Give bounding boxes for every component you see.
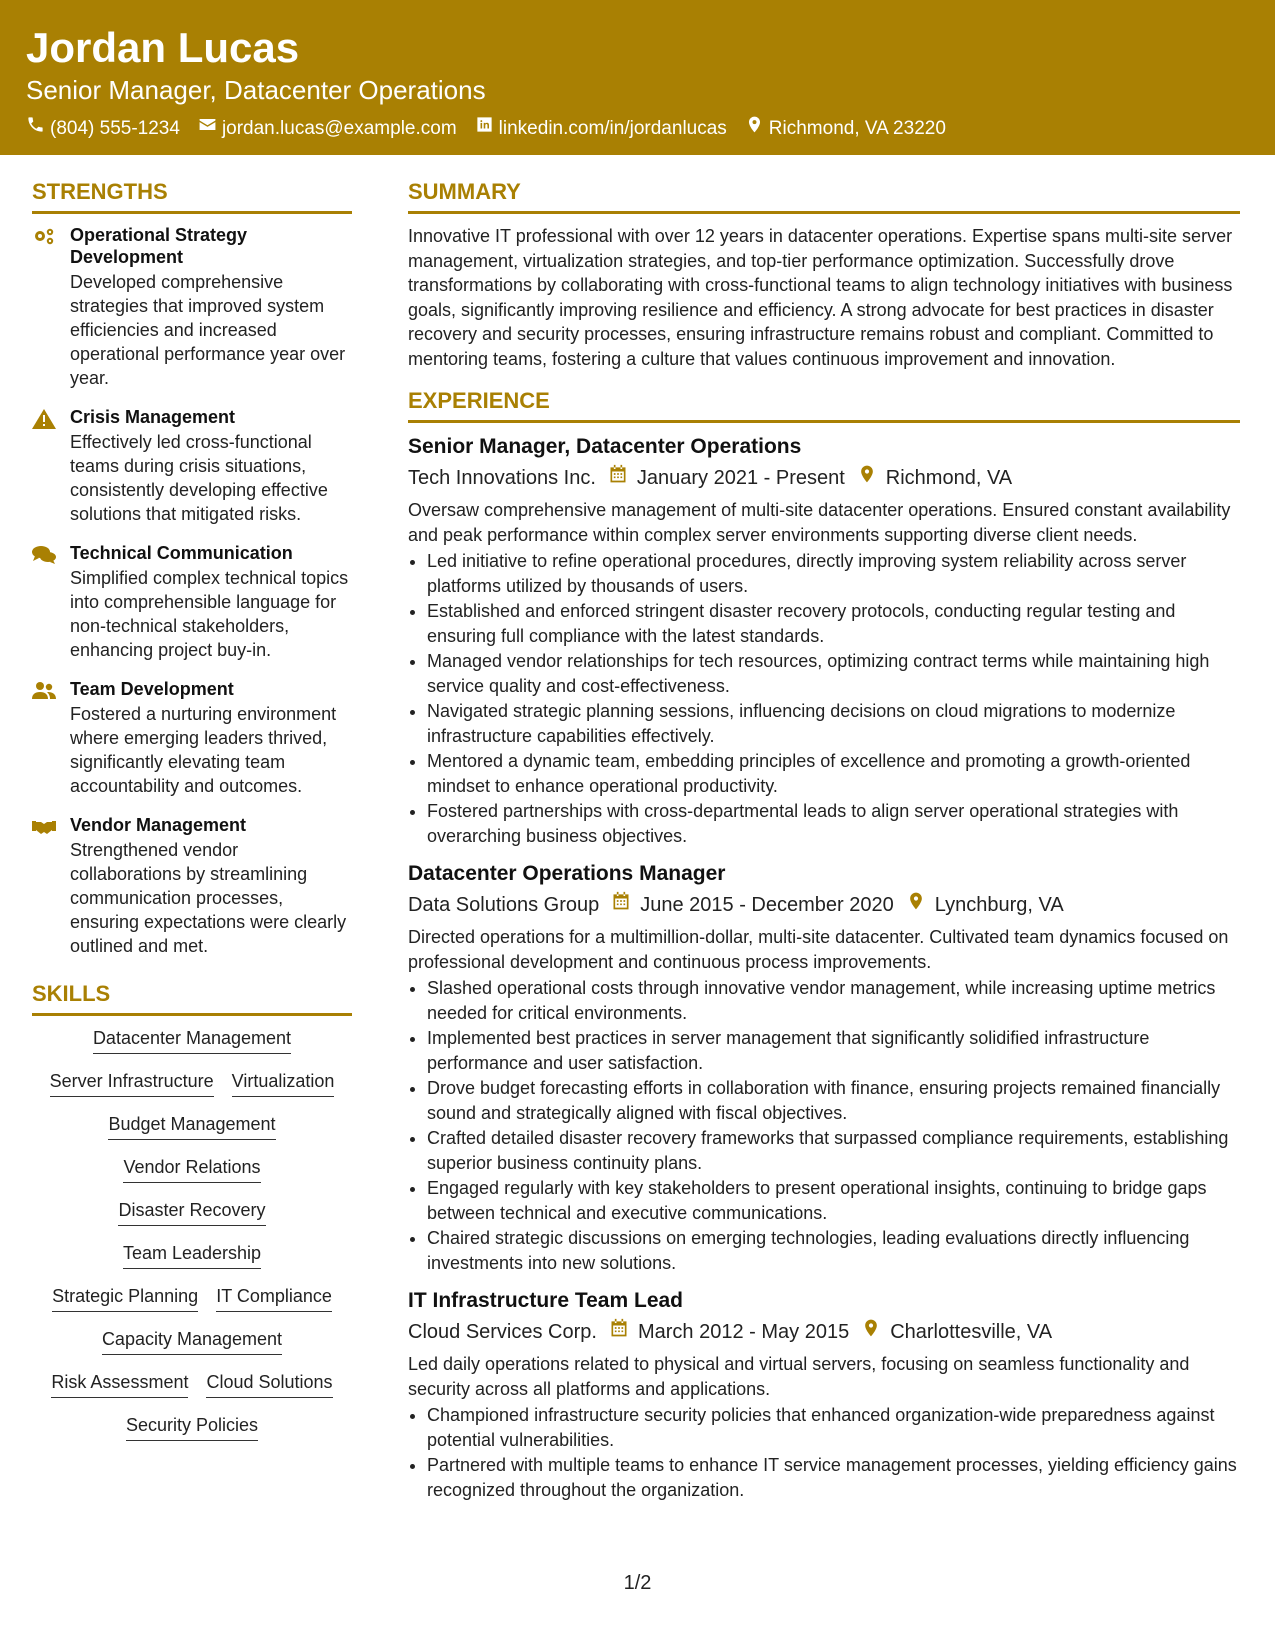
envelope-icon (198, 115, 217, 142)
strength-item (32, 814, 352, 958)
map-pin-icon (745, 115, 764, 142)
calendar-icon (596, 464, 637, 492)
skills-row (32, 1155, 352, 1183)
left-column (32, 178, 352, 1441)
list-item: • Championed infrastructure security policies that enhanced organization-wide preparedness against potential vulnerabilities. (427, 1403, 1240, 1452)
list-item: • Mentored a dynamic team, embedding principles of excellence and promoting a growth-oriented mindset to enhance operational productivity. (427, 749, 1240, 798)
candidate-name: Jordan Lucas (26, 24, 300, 71)
strength-desc: Developed comprehensive strategies that improved system efficiencies and increased operational performance year over year. (70, 272, 346, 388)
list-item: • Implemented best practices in server management that significantly solidified infrastructure performance and user satisfaction. (427, 1026, 1240, 1075)
phone-icon (26, 115, 45, 142)
strength-name: Crisis Management (70, 407, 236, 427)
skill-tag: Vendor Relations (123, 1155, 260, 1183)
skill-tag: Strategic Planning (52, 1284, 198, 1312)
map-pin-icon (845, 464, 886, 492)
company-name: Cloud Services Corp. (408, 1321, 597, 1343)
job-title: IT Infrastructure Team Lead (408, 1289, 684, 1312)
right-column (408, 178, 1240, 1514)
strength-name: Vendor Management (70, 815, 247, 835)
summary-text: Innovative IT professional with over 12 years in datacenter operations. Expertise spans multi-site server management, virtualization strategies, and top-tier performance optimization. Successfully drove transformations by collaborating with cross-functional teams to align technology initiatives with business goals, significantly improving resilience and efficiency. A strong advocate for best practices in disaster recovery and security processes, ensuring infrastructure remains robust and compliant. Committed to mentoring teams, fostering a culture that values continuous improvement and innovation. (408, 226, 1233, 369)
list-item: • Navigated strategic planning sessions, influencing decisions on cloud migrations to modernize infrastructure capabilities effectively. (427, 699, 1240, 748)
list-item: • Chaired strategic discussions on emerging technologies, leading evaluations directly influencing investments into new solutions. (427, 1226, 1240, 1275)
summary-heading: SUMMARY (408, 178, 1240, 214)
skill-tag: Budget Management (108, 1112, 275, 1140)
job-location: Lynchburg, VA (934, 894, 1064, 916)
users-icon (32, 678, 70, 798)
job-description: Oversaw comprehensive management of multi-site datacenter operations. Ensured constant availability and peak performance within complex server environments supporting diverse client needs. (408, 500, 1231, 545)
strength-name: Team Development (70, 679, 234, 699)
skills-heading: SKILLS (32, 980, 352, 1016)
strengths-heading: STRENGTHS (32, 178, 352, 214)
skill-tag: Virtualization (232, 1069, 335, 1097)
job-entry (408, 433, 1240, 848)
comments-icon (32, 542, 70, 662)
contact-location (745, 115, 946, 142)
strength-desc: Simplified complex technical topics into comprehensible language for non-technical stakeholders, enhancing project buy-in. (70, 568, 349, 660)
skill-tag: IT Compliance (216, 1284, 332, 1312)
job-location: Charlottesville, VA (890, 1321, 1053, 1343)
skill-tag: Capacity Management (102, 1327, 282, 1355)
map-pin-icon (849, 1318, 890, 1346)
skills-list (32, 1026, 352, 1441)
job-description: Directed operations for a multimillion-dollar, multi-site datacenter. Cultivated team dynamics focused on professional development and continuous process improvements. (408, 927, 1229, 972)
skill-tag: Cloud Solutions (206, 1370, 332, 1398)
skill-tag: Disaster Recovery (118, 1198, 265, 1226)
job-meta (408, 1318, 1240, 1346)
warning-triangle-icon (32, 406, 70, 526)
email-text: jordan.lucas@example.com (221, 117, 457, 139)
skill-tag: Team Leadership (123, 1241, 261, 1269)
list-item: • Established and enforced stringent disaster recovery protocols, conducting regular testing and ensuring full compliance with the latest standards. (427, 599, 1240, 648)
company-name: Data Solutions Group (408, 894, 600, 916)
skill-tag: Risk Assessment (51, 1370, 188, 1398)
strength-name: Technical Communication (70, 543, 293, 563)
job-entry (408, 1287, 1240, 1502)
list-item: • Drove budget forecasting efforts in collaboration with finance, ensuring projects remained financially sound and strategically aligned with fiscal objectives. (427, 1076, 1240, 1125)
page-number: 1/2 (623, 1572, 652, 1594)
job-meta (408, 464, 1240, 492)
job-entry (408, 860, 1240, 1275)
contact-bar (26, 115, 946, 142)
strength-item (32, 224, 352, 390)
job-bullets (408, 549, 1240, 848)
contact-email[interactable] (198, 115, 457, 142)
strength-item (32, 542, 352, 662)
job-meta (408, 891, 1240, 919)
skills-row (32, 1370, 352, 1398)
strength-name: Operational Strategy Development (70, 225, 248, 267)
skills-row (32, 1069, 352, 1097)
skills-row (32, 1241, 352, 1269)
company-name: Tech Innovations Inc. (408, 467, 596, 489)
job-title: Senior Manager, Datacenter Operations (408, 435, 802, 458)
location-text: Richmond, VA 23220 (768, 117, 946, 139)
skills-row (32, 1026, 352, 1054)
job-dates: June 2015 - December 2020 (640, 894, 894, 916)
list-item: • Partnered with multiple teams to enhance IT service management processes, yielding efficiency gains recognized throughout the organization. (427, 1453, 1240, 1502)
list-item: • Led initiative to refine operational procedures, directly improving system reliability across server platforms utilized by thousands of users. (427, 549, 1240, 598)
linkedin-text: linkedin.com/in/jordanlucas (498, 117, 727, 139)
strength-desc: Effectively led cross-functional teams during crisis situations, consistently developing effective solutions that mitigated risks. (70, 432, 328, 524)
map-pin-icon (894, 891, 935, 919)
strength-item (32, 406, 352, 526)
calendar-icon (599, 891, 640, 919)
skill-tag: Security Policies (126, 1413, 258, 1441)
list-item: • Managed vendor relationships for tech resources, optimizing contract terms while maintaining high service quality and cost-effectiveness. (427, 649, 1240, 698)
skill-tag: Server Infrastructure (50, 1069, 214, 1097)
job-bullets (408, 976, 1240, 1275)
job-dates: January 2021 - Present (636, 467, 845, 489)
skills-row (32, 1112, 352, 1140)
strength-desc: Strengthened vendor collaborations by streamlining communication processes, ensuring expectations were clearly outlined and met. (70, 840, 347, 956)
list-item: • Crafted detailed disaster recovery frameworks that surpassed compliance requirements, establishing superior business continuity plans. (427, 1126, 1240, 1175)
phone-text: (804) 555-1234 (50, 117, 180, 139)
strength-item (32, 678, 352, 798)
job-description: Led daily operations related to physical and virtual servers, focusing on seamless functionality and security across all platforms and applications. (408, 1354, 1190, 1399)
resume-header (0, 0, 1275, 155)
skills-row (32, 1284, 352, 1312)
list-item: • Slashed operational costs through innovative vendor management, while increasing uptime metrics needed for critical environments. (427, 976, 1240, 1025)
experience-heading: EXPERIENCE (408, 387, 1240, 423)
handshake-icon (32, 814, 70, 958)
job-bullets (408, 1403, 1240, 1502)
job-dates: March 2012 - May 2015 (637, 1321, 850, 1343)
calendar-icon (597, 1318, 638, 1346)
gears-icon (32, 224, 70, 390)
list-item: • Fostered partnerships with cross-departmental leads to align server operational strategies with overarching business objectives. (427, 799, 1240, 848)
job-title: Datacenter Operations Manager (408, 862, 726, 885)
skills-row (32, 1413, 352, 1441)
job-location: Richmond, VA (885, 467, 1013, 489)
contact-phone (26, 115, 180, 142)
skill-tag: Datacenter Management (93, 1026, 291, 1054)
skills-row (32, 1198, 352, 1226)
strength-desc: Fostered a nurturing environment where emerging leaders thrived, significantly elevating team accountability and outcomes. (70, 704, 337, 796)
contact-linkedin[interactable] (475, 115, 727, 142)
skills-row (32, 1327, 352, 1355)
list-item: • Engaged regularly with key stakeholders to present operational insights, continuing to bridge gaps between technical and executive communications. (427, 1176, 1240, 1225)
candidate-title: Senior Manager, Datacenter Operations (26, 75, 486, 105)
linkedin-icon (475, 115, 494, 142)
